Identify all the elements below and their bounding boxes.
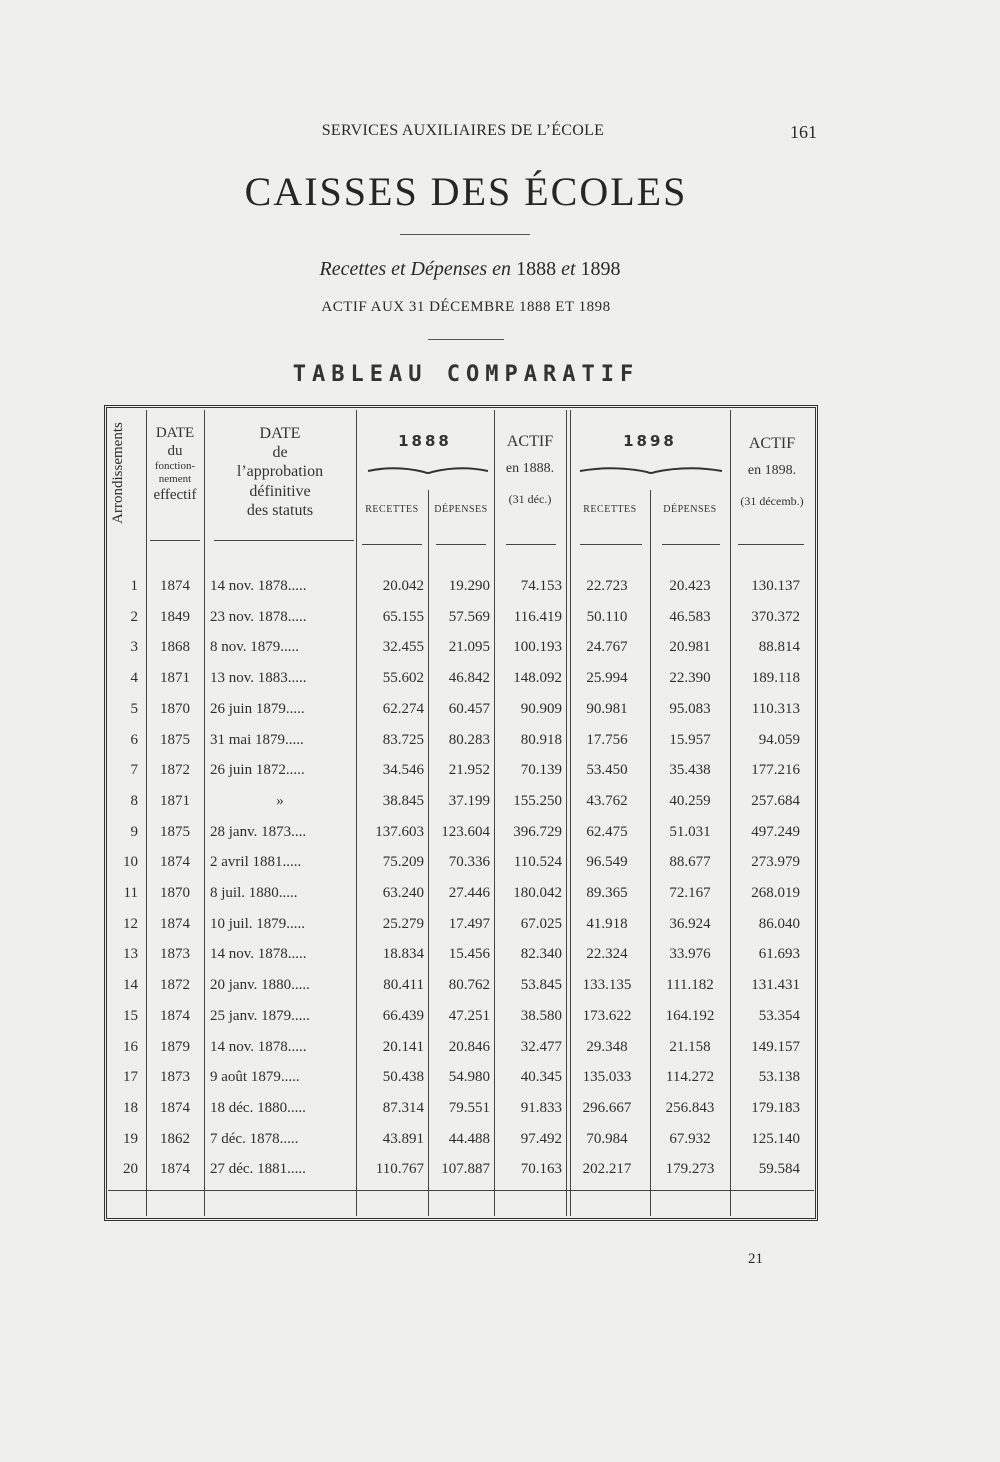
hdr-underline-rec88 [362, 544, 422, 545]
cell-rec88: 43.891 [382, 1131, 424, 1147]
cell-act88: 97.492 [520, 1131, 562, 1147]
cell-arr: 4 [130, 670, 138, 686]
col-line-dep88 [494, 410, 495, 1216]
cell-fonct: 1872 [160, 977, 190, 993]
cell-rec98: 90.981 [586, 701, 628, 717]
page-title: CAISSES DES ÉCOLES [244, 169, 688, 214]
header-date-approb-l1: DATE [259, 425, 301, 442]
footer-number: 21 [748, 1251, 763, 1267]
cell-dep98: 15.957 [669, 732, 711, 748]
cell-act98: 177.216 [751, 762, 800, 778]
cell-rec98: 70.984 [586, 1131, 628, 1147]
cell-arr: 5 [130, 701, 138, 717]
cell-rec88: 20.141 [382, 1039, 424, 1055]
cell-rec98: 53.450 [586, 762, 628, 778]
cell-rec88: 32.455 [382, 639, 424, 655]
cell-approb: » [276, 793, 284, 809]
cell-rec98: 62.475 [586, 824, 628, 840]
cell-arr: 1 [130, 578, 138, 594]
cell-rec98: 22.723 [586, 578, 628, 594]
cell-rec98: 96.549 [586, 854, 628, 870]
running-head: SERVICES AUXILIAIRES DE L’ÉCOLE [321, 122, 605, 139]
cell-rec88: 65.155 [382, 609, 424, 625]
cell-fonct: 1873 [160, 1069, 190, 1085]
cell-approb: 20 janv. 1880..... [210, 977, 310, 993]
col-line-act88-a [566, 410, 567, 1216]
cell-act88: 148.092 [513, 670, 562, 686]
cell-fonct: 1868 [160, 639, 190, 655]
cell-rec88: 25.279 [382, 916, 424, 932]
cell-act88: 67.025 [520, 916, 562, 932]
header-date-approb-l2: de [272, 444, 288, 462]
cell-dep88: 123.604 [441, 824, 490, 840]
title-divider [400, 234, 530, 235]
cell-dep98: 40.259 [669, 793, 711, 809]
cell-rec98: 173.622 [582, 1008, 632, 1024]
cell-approb: 25 janv. 1879..... [210, 1008, 310, 1024]
cell-dep98: 35.438 [669, 762, 711, 778]
cell-act88: 53.845 [520, 977, 562, 993]
hdr-underline-approb [214, 540, 354, 541]
cell-dep88: 37.199 [448, 793, 490, 809]
cell-approb: 14 nov. 1878..... [210, 946, 307, 962]
cell-rec88: 20.042 [382, 578, 424, 594]
cell-dep88: 107.887 [441, 1161, 490, 1177]
cell-rec88: 55.602 [382, 670, 424, 686]
cell-dep98: 21.158 [669, 1039, 711, 1055]
cell-fonct: 1871 [160, 793, 190, 809]
cell-act98: 131.431 [751, 977, 800, 993]
cell-dep88: 80.283 [448, 732, 490, 748]
cell-dep98: 72.167 [669, 885, 711, 901]
cell-dep88: 19.290 [448, 578, 490, 594]
cell-approb: 8 juil. 1880..... [210, 885, 298, 901]
header-actif-1888-l3: (31 déc.) [508, 491, 552, 506]
cell-fonct: 1862 [160, 1131, 190, 1147]
cell-act88: 155.250 [513, 793, 562, 809]
cell-arr: 6 [130, 732, 138, 748]
cell-dep88: 21.095 [448, 639, 490, 655]
cell-dep88: 46.842 [448, 670, 490, 686]
cell-rec88: 80.411 [383, 977, 424, 993]
header-depenses-1888: DÉPENSES [434, 504, 488, 515]
cell-act98: 257.684 [751, 793, 800, 809]
cell-approb: 8 nov. 1879..... [210, 639, 300, 655]
header-date-fonct-l1: DATE [155, 425, 195, 441]
cell-dep88: 80.762 [448, 977, 490, 993]
header-actif-1898-l3: (31 décemb.) [740, 493, 804, 508]
cell-dep98: 33.976 [669, 946, 711, 962]
cell-rec98: 41.918 [586, 916, 628, 932]
cell-arr: 8 [130, 793, 138, 809]
cell-dep98: 51.031 [669, 824, 711, 840]
cell-rec98: 43.762 [586, 793, 628, 809]
cell-fonct: 1849 [160, 609, 190, 625]
cell-dep98: 22.390 [669, 670, 711, 686]
subtitle-part1: Recettes et Dépenses en [319, 258, 512, 280]
cell-rec98: 296.667 [582, 1100, 632, 1116]
cell-act98: 497.249 [751, 824, 800, 840]
cell-act88: 396.729 [513, 824, 562, 840]
cell-approb: 26 juin 1872..... [210, 762, 305, 778]
cell-fonct: 1874 [160, 854, 190, 870]
page-number: 161 [790, 122, 817, 142]
cell-dep98: 20.423 [669, 578, 711, 594]
cell-fonct: 1872 [160, 762, 190, 778]
cell-approb: 9 août 1879..... [210, 1069, 300, 1085]
header-date-fonct-l4: nement [158, 473, 192, 486]
cell-rec88: 18.834 [382, 946, 424, 962]
cell-approb: 7 déc. 1878..... [210, 1131, 299, 1147]
cell-arr: 9 [130, 824, 138, 840]
header-date-approb-l5: des statuts [246, 501, 314, 519]
col-line-act88-b [570, 410, 571, 1216]
cell-arr: 19 [123, 1131, 138, 1147]
cell-fonct: 1875 [160, 732, 190, 748]
cell-dep88: 60.457 [448, 701, 490, 717]
cell-arr: 18 [123, 1100, 138, 1116]
cell-act98: 59.584 [758, 1161, 800, 1177]
cell-arr: 15 [123, 1008, 138, 1024]
cell-rec88: 83.725 [382, 732, 424, 748]
cell-act98: 268.019 [751, 885, 800, 901]
cell-arr: 3 [130, 639, 138, 655]
hdr-underline-dep98 [662, 544, 720, 545]
table-frame [104, 405, 818, 1221]
hdr-underline-fonct [150, 540, 200, 541]
header-recettes-1888: RECETTES [365, 504, 419, 515]
cell-arr: 20 [123, 1161, 138, 1177]
cell-dep88: 70.336 [448, 854, 490, 870]
cell-arr: 16 [123, 1039, 138, 1055]
cell-act98: 86.040 [758, 916, 800, 932]
header-arrondissements: Arrondissements [110, 422, 126, 524]
cell-rec88: 110.767 [375, 1161, 424, 1177]
cell-dep88: 47.251 [448, 1008, 490, 1024]
cell-arr: 7 [130, 762, 138, 778]
cell-fonct: 1875 [160, 824, 190, 840]
col-line-arr [146, 410, 147, 1216]
cell-act88: 70.163 [520, 1161, 562, 1177]
cell-rec98: 133.135 [582, 977, 632, 993]
cell-act98: 273.979 [751, 854, 800, 870]
cell-fonct: 1873 [160, 946, 190, 962]
cell-rec88: 63.240 [382, 885, 424, 901]
cell-approb: 27 déc. 1881..... [210, 1161, 306, 1177]
cell-act88: 110.524 [513, 854, 562, 870]
col-line-fonct [204, 410, 205, 1216]
cell-act98: 149.157 [751, 1039, 800, 1055]
header-actif-1888-l2: en 1888. [505, 461, 555, 477]
cell-act98: 130.137 [751, 578, 800, 594]
cell-act88: 116.419 [513, 609, 562, 625]
cell-dep88: 20.846 [448, 1039, 490, 1055]
header-date-fonct-l3: fonction- [154, 460, 196, 472]
header-depenses-1898: DÉPENSES [663, 504, 717, 515]
cell-dep98: 46.583 [669, 609, 711, 625]
cell-dep88: 21.952 [448, 762, 490, 778]
cell-arr: 14 [123, 977, 138, 993]
cell-act98: 189.118 [751, 670, 800, 686]
hdr-underline-act88 [506, 544, 556, 545]
cell-rec98: 50.110 [586, 609, 628, 625]
header-date-fonct-l5: effectif [153, 487, 197, 504]
cell-rec98: 22.324 [586, 946, 628, 962]
cell-rec98: 89.365 [586, 885, 628, 901]
cell-approb: 10 juil. 1879..... [210, 916, 306, 932]
cell-dep98: 88.677 [669, 854, 711, 870]
cell-act88: 100.193 [513, 639, 562, 655]
subtitle [0, 258, 940, 281]
cell-approb: 14 nov. 1878..... [210, 1039, 307, 1055]
cell-dep88: 15.456 [448, 946, 490, 962]
cell-act88: 80.918 [520, 732, 562, 748]
cell-rec88: 137.603 [375, 824, 424, 840]
cell-fonct: 1879 [160, 1039, 190, 1055]
cell-approb: 2 avril 1881..... [210, 854, 302, 870]
header-date-approb [204, 424, 356, 520]
cell-approb: 18 déc. 1880..... [210, 1100, 306, 1116]
col-line-dep98 [730, 410, 731, 1216]
brace-1898 [578, 463, 724, 477]
cell-dep98: 20.981 [669, 639, 711, 655]
cell-approb: 23 nov. 1878..... [210, 609, 307, 625]
cell-approb: 13 nov. 1883..... [210, 670, 307, 686]
brace-1888 [366, 463, 490, 477]
actif-line: ACTIF AUX 31 DÉCEMBRE 1888 ET 1898 [321, 299, 611, 315]
cell-dep98: 256.843 [665, 1100, 715, 1116]
cell-rec98: 29.348 [586, 1039, 628, 1055]
cell-act88: 91.833 [520, 1100, 562, 1116]
cell-act98: 125.140 [751, 1131, 800, 1147]
header-date-approb-l3: l’approbation [236, 463, 324, 481]
cell-rec98: 202.217 [582, 1161, 632, 1177]
cell-dep98: 179.273 [665, 1161, 715, 1177]
cell-dep88: 79.551 [448, 1100, 490, 1116]
subtitle-year2: 1898 [580, 258, 621, 280]
cell-rec88: 34.546 [382, 762, 424, 778]
cell-rec88: 62.274 [382, 701, 424, 717]
cell-act88: 40.345 [520, 1069, 562, 1085]
cell-rec98: 25.994 [586, 670, 628, 686]
cell-arr: 12 [123, 916, 138, 932]
header-actif-1898-l2: en 1898. [747, 463, 797, 479]
cell-fonct: 1874 [160, 916, 190, 932]
cell-rec88: 50.438 [382, 1069, 424, 1085]
cell-approb: 28 janv. 1873.... [210, 824, 307, 840]
cell-act88: 90.909 [520, 701, 562, 717]
header-recettes-1898: RECETTES [583, 504, 637, 515]
cell-act88: 82.340 [520, 946, 562, 962]
cell-dep98: 111.182 [666, 977, 714, 993]
header-date-fonct-l2: du [167, 443, 183, 459]
cell-fonct: 1874 [160, 578, 190, 594]
cell-act98: 88.814 [758, 639, 800, 655]
cell-arr: 10 [123, 854, 138, 870]
header-date-fonct [146, 424, 204, 504]
table-bottom-rule [108, 1190, 814, 1191]
table-heading: TABLEAU COMPARATIF [292, 362, 640, 387]
hdr-underline-rec98 [580, 544, 642, 545]
cell-dep98: 67.932 [669, 1131, 711, 1147]
cell-approb: 14 nov. 1878..... [210, 578, 307, 594]
cell-arr: 17 [123, 1069, 138, 1085]
cell-fonct: 1874 [160, 1008, 190, 1024]
cell-act98: 61.693 [758, 946, 800, 962]
cell-approb: 31 mai 1879..... [210, 732, 304, 748]
cell-act98: 110.313 [751, 701, 800, 717]
cell-rec98: 24.767 [586, 639, 628, 655]
cell-act98: 94.059 [758, 732, 800, 748]
subtitle-part2: et [561, 258, 576, 280]
hdr-underline-act98 [738, 544, 804, 545]
cell-dep88: 44.488 [448, 1131, 490, 1147]
cell-approb: 26 juin 1879..... [210, 701, 305, 717]
cell-dep98: 95.083 [669, 701, 711, 717]
cell-fonct: 1874 [160, 1100, 190, 1116]
header-actif-1888 [494, 432, 566, 506]
cell-act88: 32.477 [520, 1039, 562, 1055]
cell-rec88: 75.209 [382, 854, 424, 870]
cell-arr: 2 [130, 609, 138, 625]
subtitle-year1: 1888 [516, 258, 557, 280]
cell-rec98: 135.033 [582, 1069, 632, 1085]
cell-rec88: 38.845 [382, 793, 424, 809]
cell-dep88: 54.980 [448, 1069, 490, 1085]
header-year-1898: 1898 [623, 432, 677, 450]
cell-act88: 70.139 [520, 762, 562, 778]
header-actif-1888-l1: ACTIF [506, 433, 554, 450]
cell-rec88: 66.439 [382, 1008, 424, 1024]
cell-dep88: 27.446 [448, 885, 490, 901]
cell-act88: 74.153 [520, 578, 562, 594]
cell-dep98: 164.192 [665, 1008, 715, 1024]
col-line-approb [356, 410, 357, 1216]
cell-arr: 13 [123, 946, 138, 962]
cell-act98: 53.138 [758, 1069, 800, 1085]
header-actif-1898-l1: ACTIF [748, 435, 796, 452]
cell-dep88: 57.569 [448, 609, 490, 625]
cell-dep98: 114.272 [665, 1069, 715, 1085]
hdr-underline-dep88 [436, 544, 486, 545]
cell-rec98: 17.756 [586, 732, 628, 748]
header-actif-1898 [730, 434, 814, 508]
cell-fonct: 1874 [160, 1161, 190, 1177]
actif-divider [428, 339, 504, 340]
cell-rec88: 87.314 [382, 1100, 424, 1116]
cell-act98: 179.183 [751, 1100, 800, 1116]
cell-arr: 11 [123, 885, 138, 901]
cell-act88: 180.042 [513, 885, 562, 901]
cell-fonct: 1871 [160, 670, 190, 686]
cell-act98: 53.354 [758, 1008, 800, 1024]
header-year-1888: 1888 [398, 432, 452, 450]
cell-fonct: 1870 [160, 701, 190, 717]
cell-act98: 370.372 [751, 609, 800, 625]
cell-fonct: 1870 [160, 885, 190, 901]
cell-dep88: 17.497 [448, 916, 490, 932]
cell-act88: 38.580 [520, 1008, 562, 1024]
header-date-approb-l4: définitive [249, 482, 311, 500]
cell-dep98: 36.924 [669, 916, 711, 932]
